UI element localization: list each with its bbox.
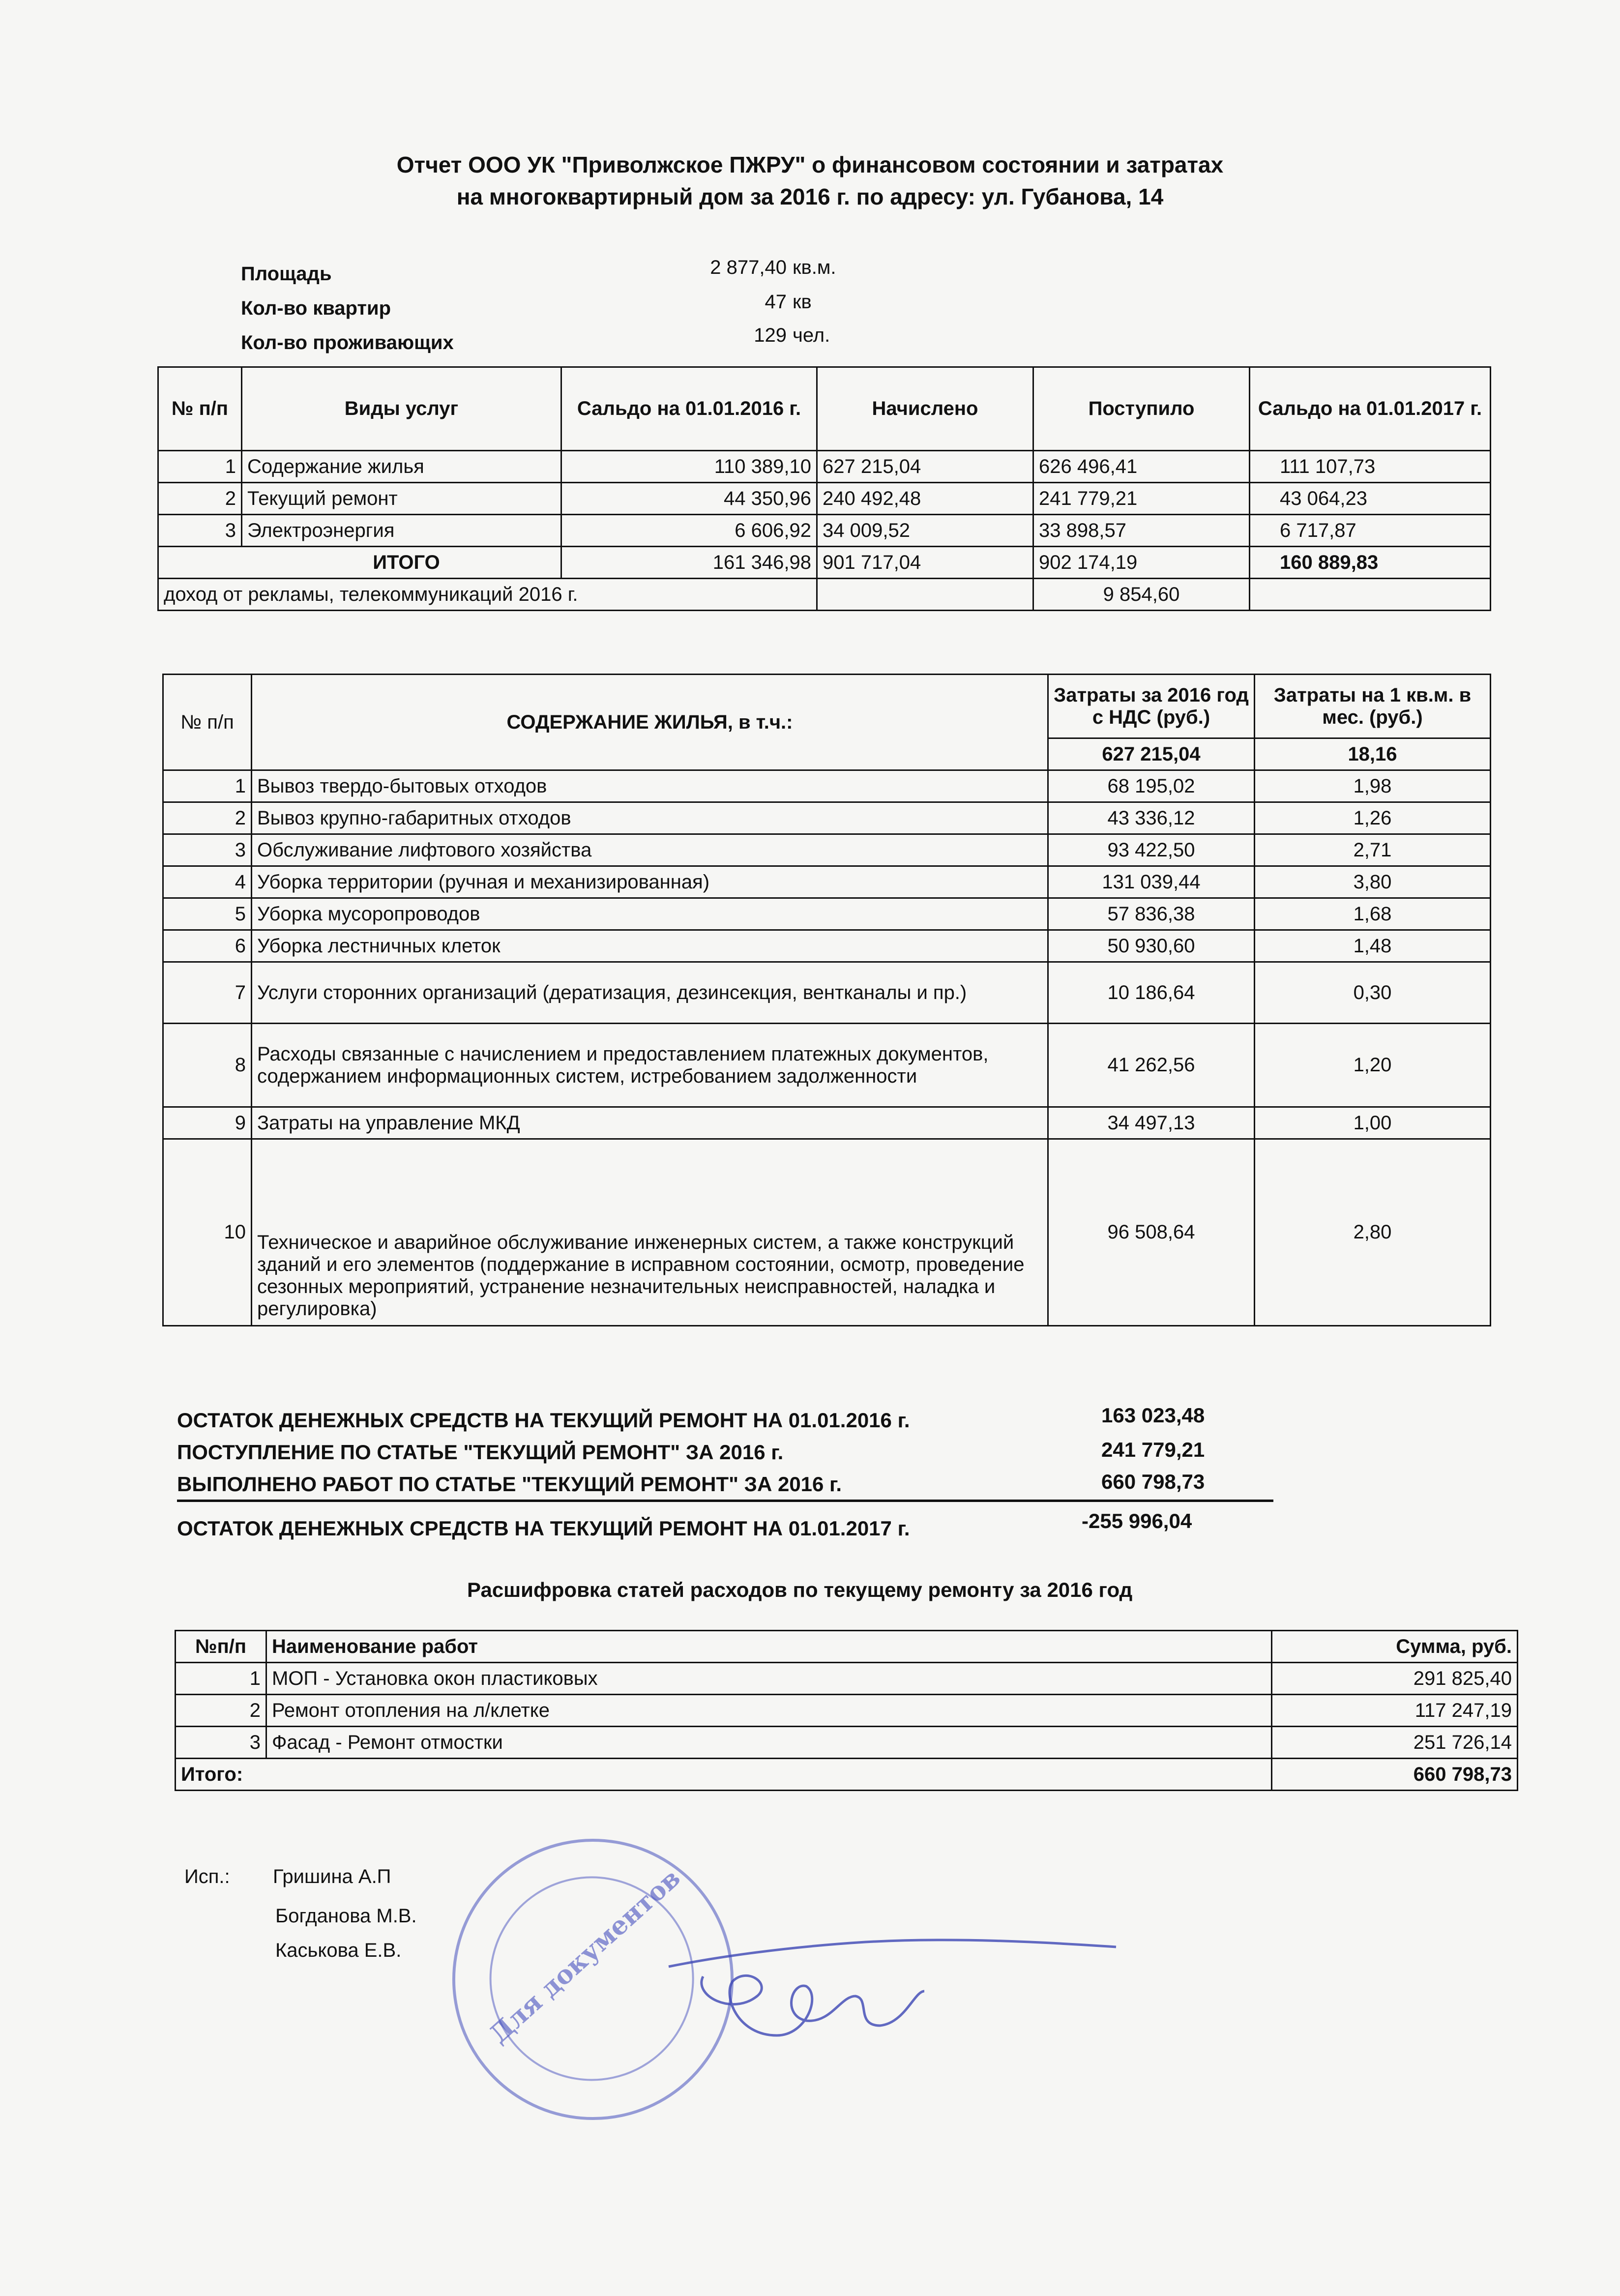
row-sum: 251 726,14 bbox=[1272, 1727, 1518, 1759]
row-cost: 131 039,44 bbox=[1048, 866, 1255, 898]
maintenance-table bbox=[162, 674, 1491, 1326]
row-saldo-end: 43 064,23 bbox=[1250, 483, 1491, 515]
repair-total-row bbox=[176, 1759, 1518, 1791]
col-saldo-end-header: Сальдо на 01.01.2017 г. bbox=[1250, 367, 1491, 451]
row-saldo-start: 44 350,96 bbox=[561, 483, 817, 515]
col-per-m2-header: Затраты на 1 кв.м. в мес. (руб.) bbox=[1255, 675, 1491, 738]
row-charged: 240 492,48 bbox=[817, 483, 1033, 515]
row-per-m2: 2,71 bbox=[1255, 834, 1491, 866]
col-charged-header: Начислено bbox=[817, 367, 1033, 451]
area-value: 2 877,40 bbox=[710, 257, 787, 278]
handwritten-signature bbox=[659, 1937, 1126, 2065]
row-cost: 10 186,64 bbox=[1048, 962, 1255, 1024]
table-row bbox=[158, 451, 1491, 483]
table-row bbox=[163, 866, 1491, 898]
seal-center-text: Для документов bbox=[484, 1863, 686, 2050]
executor-name-3: Каськова Е.В. bbox=[275, 1940, 402, 1961]
row-per-m2: 1,00 bbox=[1255, 1107, 1491, 1139]
row-per-m2: 1,20 bbox=[1255, 1024, 1491, 1107]
row-per-m2: 2,80 bbox=[1255, 1139, 1491, 1326]
table-row bbox=[163, 962, 1491, 1024]
col-saldo-start-header: Сальдо на 01.01.2016 г. bbox=[561, 367, 817, 451]
col-sum-header: Сумма, руб. bbox=[1272, 1631, 1518, 1663]
row-received: 241 779,21 bbox=[1033, 483, 1250, 515]
row-saldo-end: 6 717,87 bbox=[1250, 515, 1491, 547]
area-unit: кв.м. bbox=[793, 257, 836, 278]
table-row bbox=[163, 1024, 1491, 1107]
summary-value-1: 163 023,48 bbox=[1101, 1404, 1205, 1427]
row-service: Электроэнергия bbox=[242, 515, 561, 547]
apartments-value: 47 bbox=[765, 291, 787, 313]
row-name: Уборка мусоропроводов bbox=[252, 898, 1048, 930]
row-cost: 93 422,50 bbox=[1048, 834, 1255, 866]
row-per-m2: 1,48 bbox=[1255, 930, 1491, 962]
repair-table bbox=[175, 1630, 1518, 1791]
total-saldo-start: 161 346,98 bbox=[561, 547, 817, 579]
row-cost: 57 836,38 bbox=[1048, 898, 1255, 930]
total-row bbox=[158, 547, 1491, 579]
row-num: 2 bbox=[158, 483, 242, 515]
col-work-header: Наименование работ bbox=[266, 1631, 1272, 1663]
row-name: Обслуживание лифтового хозяйства bbox=[252, 834, 1048, 866]
row-saldo-start: 6 606,92 bbox=[561, 515, 817, 547]
summary-label-4: ОСТАТОК ДЕНЕЖНЫХ СРЕДСТВ НА ТЕКУЩИЙ РЕМОНТ НА 01.01.2017 г. bbox=[177, 1517, 910, 1540]
row-num: 6 bbox=[163, 930, 252, 962]
col-cost-header: Затраты за 2016 год с НДС (руб.) bbox=[1048, 675, 1255, 738]
row-name: Уборка лестничных клеток bbox=[252, 930, 1048, 962]
row-name: Вывоз твердо-бытовых отходов bbox=[252, 770, 1048, 802]
table-row bbox=[163, 930, 1491, 962]
repair-table-header bbox=[176, 1631, 1518, 1663]
row-charged: 627 215,04 bbox=[817, 451, 1033, 483]
row-cost: 68 195,02 bbox=[1048, 770, 1255, 802]
repair-breakdown-title: Расшифровка статей расходов по текущему ремонту за 2016 год bbox=[467, 1578, 1133, 1601]
table-row bbox=[158, 515, 1491, 547]
total-label: ИТОГО bbox=[158, 547, 561, 579]
row-num: 1 bbox=[163, 770, 252, 802]
row-num: 9 bbox=[163, 1107, 252, 1139]
report-title-line2: на многоквартирный дом за 2016 г. по адресу: ул. Губанова, 14 bbox=[456, 184, 1164, 209]
table-row bbox=[163, 1107, 1491, 1139]
row-cost: 96 508,64 bbox=[1048, 1139, 1255, 1326]
row-num: 2 bbox=[176, 1695, 266, 1727]
row-num: 3 bbox=[176, 1727, 266, 1759]
col-maintenance-header: СОДЕРЖАНИЕ ЖИЛЬЯ, в т.ч.: bbox=[252, 675, 1048, 770]
income-empty-cell bbox=[1250, 579, 1491, 611]
col-num-header: № п/п bbox=[163, 675, 252, 770]
maintenance-table-header bbox=[163, 675, 1491, 738]
total-received: 902 174,19 bbox=[1033, 547, 1250, 579]
residents-label: Кол-во проживающих bbox=[241, 332, 454, 353]
row-num: 5 bbox=[163, 898, 252, 930]
repair-total-label: Итого: bbox=[176, 1759, 1272, 1791]
col-num-header: № п/п bbox=[158, 367, 242, 451]
row-saldo-start: 110 389,10 bbox=[561, 451, 817, 483]
table-row bbox=[176, 1695, 1518, 1727]
row-cost: 43 336,12 bbox=[1048, 802, 1255, 834]
row-name: Услуги сторонних организаций (дератизация, дезинсекция, вентканалы и пр.) bbox=[252, 962, 1048, 1024]
row-name: Техническое и аварийное обслуживание инженерных систем, а также конструкций зданий и его элементов (поддержание в исправном состоянии, осмотр, проведение сезонных мероприятий, устранение незначительных неисправностей, наладка и регулировка) bbox=[252, 1139, 1048, 1326]
executors-label: Исп.: bbox=[184, 1866, 230, 1887]
row-received: 626 496,41 bbox=[1033, 451, 1250, 483]
apartments-label: Кол-во квартир bbox=[241, 297, 391, 319]
income-label: доход от рекламы, телекоммуникаций 2016 г. bbox=[158, 579, 817, 611]
row-num: 2 bbox=[163, 802, 252, 834]
total-charged: 901 717,04 bbox=[817, 547, 1033, 579]
total-per-m2: 18,16 bbox=[1255, 738, 1491, 770]
col-service-header: Виды услуг bbox=[242, 367, 561, 451]
executor-name-2: Богданова М.В. bbox=[275, 1905, 417, 1927]
row-saldo-end: 111 107,73 bbox=[1250, 451, 1491, 483]
executor-name-1: Гришина А.П bbox=[273, 1866, 391, 1887]
total-cost: 627 215,04 bbox=[1048, 738, 1255, 770]
row-num: 10 bbox=[163, 1139, 252, 1326]
table-row bbox=[163, 1139, 1491, 1326]
row-sum: 291 825,40 bbox=[1272, 1663, 1518, 1695]
row-service: Содержание жилья bbox=[242, 451, 561, 483]
row-per-m2: 0,30 bbox=[1255, 962, 1491, 1024]
row-service: Текущий ремонт bbox=[242, 483, 561, 515]
table-row bbox=[163, 834, 1491, 866]
row-num: 7 bbox=[163, 962, 252, 1024]
row-work: МОП - Установка окон пластиковых bbox=[266, 1663, 1272, 1695]
residents-value: 129 bbox=[754, 324, 787, 346]
table-row bbox=[163, 802, 1491, 834]
row-name: Вывоз крупно-габаритных отходов bbox=[252, 802, 1048, 834]
summary-value-3: 660 798,73 bbox=[1101, 1470, 1205, 1493]
table-row bbox=[158, 483, 1491, 515]
services-table-header bbox=[158, 367, 1491, 451]
row-sum: 117 247,19 bbox=[1272, 1695, 1518, 1727]
row-per-m2: 3,80 bbox=[1255, 866, 1491, 898]
row-work: Ремонт отопления на л/клетке bbox=[266, 1695, 1272, 1727]
residents-unit: чел. bbox=[793, 324, 830, 346]
table-row bbox=[163, 770, 1491, 802]
row-work: Фасад - Ремонт отмостки bbox=[266, 1727, 1272, 1759]
services-table bbox=[157, 366, 1491, 611]
row-num: 3 bbox=[163, 834, 252, 866]
row-cost: 50 930,60 bbox=[1048, 930, 1255, 962]
col-received-header: Поступило bbox=[1033, 367, 1250, 451]
row-num: 3 bbox=[158, 515, 242, 547]
row-per-m2: 1,98 bbox=[1255, 770, 1491, 802]
row-num: 1 bbox=[176, 1663, 266, 1695]
row-per-m2: 1,68 bbox=[1255, 898, 1491, 930]
repair-total-sum: 660 798,73 bbox=[1272, 1759, 1518, 1791]
table-row bbox=[163, 898, 1491, 930]
total-saldo-end: 160 889,83 bbox=[1250, 547, 1491, 579]
income-value: 9 854,60 bbox=[1033, 579, 1250, 611]
col-num-header: №п/п bbox=[176, 1631, 266, 1663]
income-row bbox=[158, 579, 1491, 611]
summary-value-2: 241 779,21 bbox=[1101, 1438, 1205, 1461]
row-name: Расходы связанные с начислением и предоставлением платежных документов, содержанием информационных систем, истребованием задолженности bbox=[252, 1024, 1048, 1107]
table-row bbox=[176, 1727, 1518, 1759]
income-empty-cell bbox=[817, 579, 1033, 611]
row-received: 33 898,57 bbox=[1033, 515, 1250, 547]
apartments-unit: кв bbox=[793, 291, 812, 313]
row-cost: 34 497,13 bbox=[1048, 1107, 1255, 1139]
summary-divider bbox=[177, 1500, 1273, 1502]
row-num: 4 bbox=[163, 866, 252, 898]
row-num: 1 bbox=[158, 451, 242, 483]
report-title-line1: Отчет ООО УК "Приволжское ПЖРУ" о финансовом состоянии и затратах bbox=[396, 152, 1224, 177]
row-charged: 34 009,52 bbox=[817, 515, 1033, 547]
row-name: Уборка территории (ручная и механизированная) bbox=[252, 866, 1048, 898]
row-cost: 41 262,56 bbox=[1048, 1024, 1255, 1107]
summary-label-1: ОСТАТОК ДЕНЕЖНЫХ СРЕДСТВ НА ТЕКУЩИЙ РЕМОНТ НА 01.01.2016 г. bbox=[177, 1409, 910, 1432]
row-name: Затраты на управление МКД bbox=[252, 1107, 1048, 1139]
area-label: Площадь bbox=[241, 263, 332, 285]
summary-label-3: ВЫПОЛНЕНО РАБОТ ПО СТАТЬЕ "ТЕКУЩИЙ РЕМОНТ" ЗА 2016 г. bbox=[177, 1472, 842, 1496]
row-per-m2: 1,26 bbox=[1255, 802, 1491, 834]
row-num: 8 bbox=[163, 1024, 252, 1107]
table-row bbox=[176, 1663, 1518, 1695]
summary-label-2: ПОСТУПЛЕНИЕ ПО СТАТЬЕ "ТЕКУЩИЙ РЕМОНТ" ЗА 2016 г. bbox=[177, 1441, 784, 1464]
summary-value-4: -255 996,04 bbox=[1082, 1509, 1192, 1532]
